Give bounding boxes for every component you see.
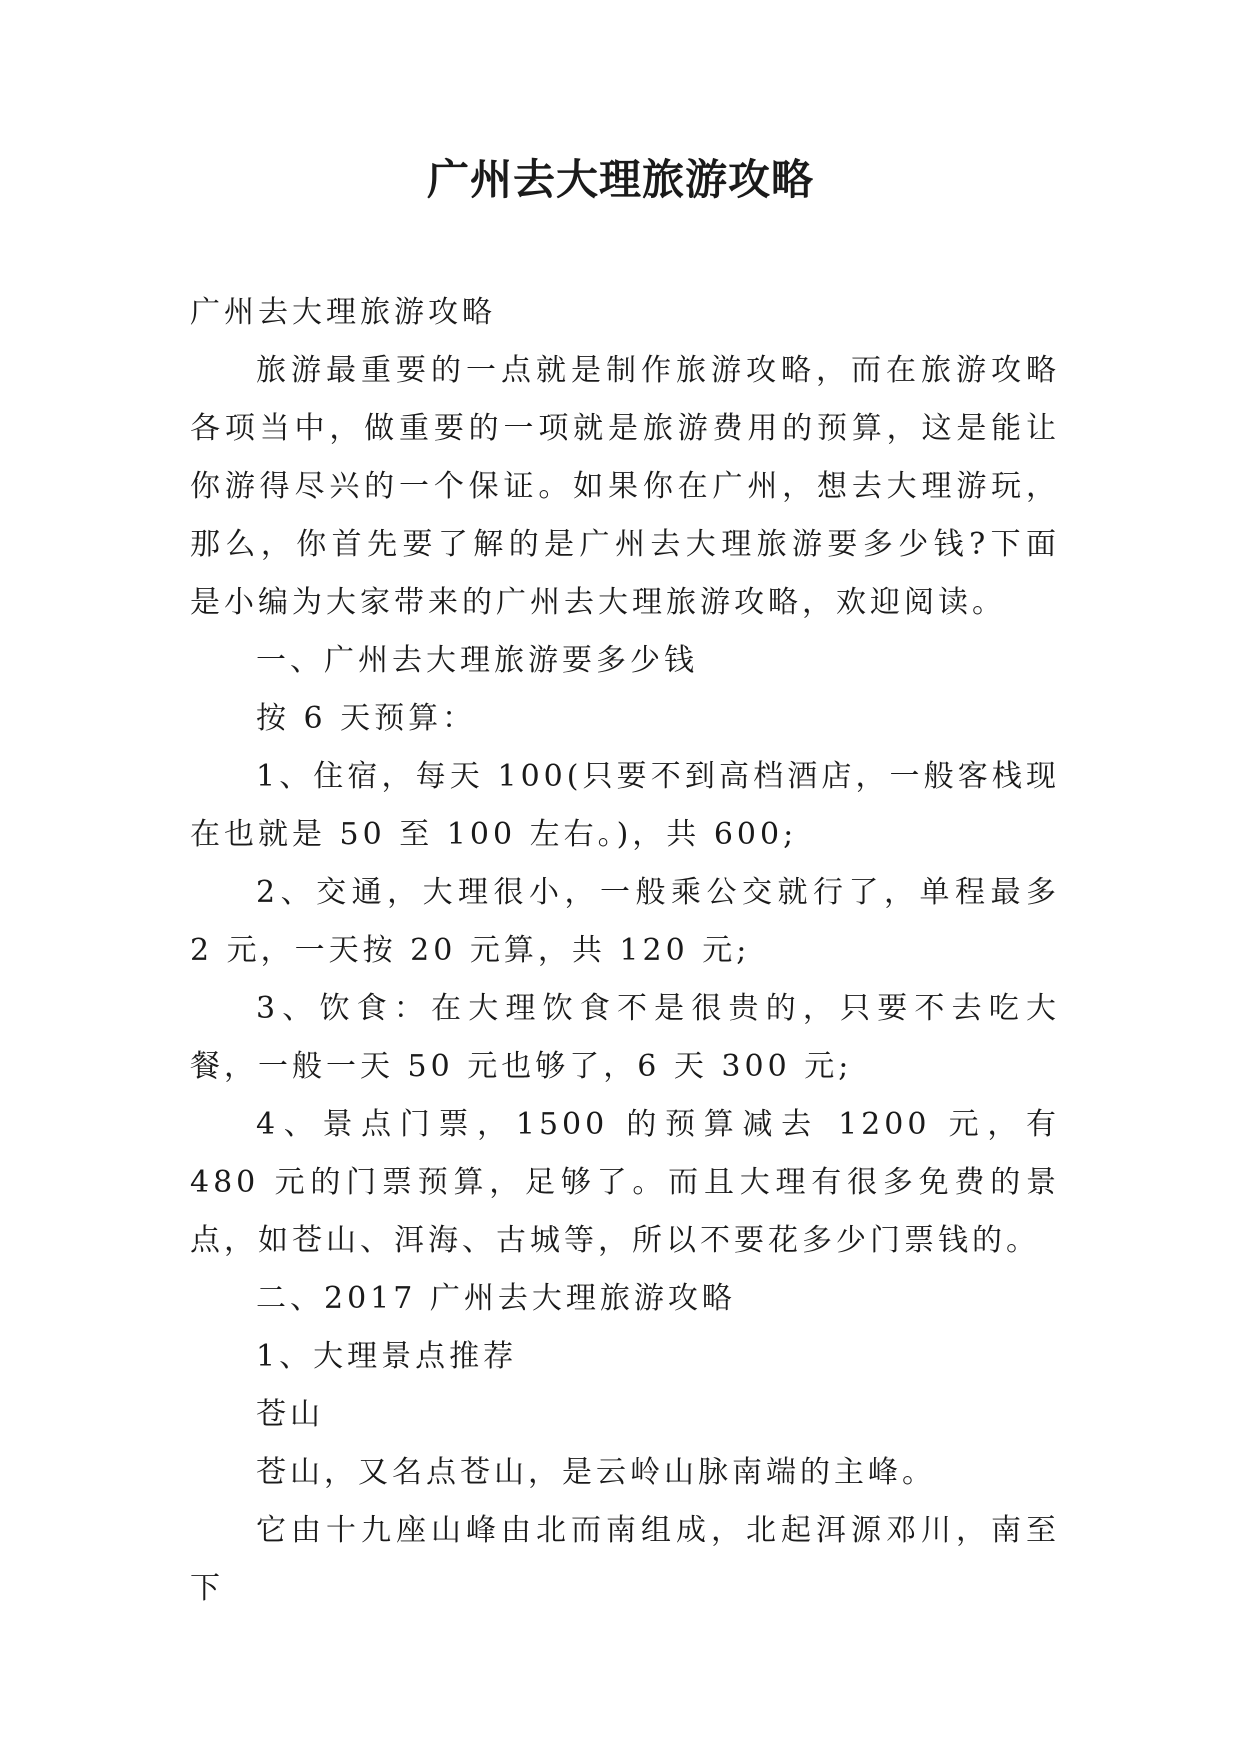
attraction-name: 苍山 [256,1397,324,1432]
subsection-heading-attractions: 1、大理景点推荐 [256,1339,518,1374]
paragraph-subtitle: 广州去大理旅游攻略 [190,295,496,330]
paragraph-intro: 旅游最重要的一点就是制作旅游攻略，而在旅游攻略各项当中，做重要的一项就是旅游费用的预算，这是能让你游得尽兴的一个保证。如果你在广州，想去大理游玩，那么，你首先要了解的是广州去大理旅游要多少钱?下面是小编为大家带来的广州去大理旅游攻略，欢迎阅读。 [190,353,1060,620]
paragraph-cangshan-detail: 它由十九座山峰由北而南组成，北起洱源邓川，南至下 [190,1513,1060,1606]
paragraph-cangshan-intro: 苍山，又名点苍山，是云岭山脉南端的主峰。 [256,1455,936,1490]
document-title: 广州去大理旅游攻略 [426,155,814,204]
paragraph-food: 3、饮食：在大理饮食不是很贵的，只要不去吃大餐，一般一天 50 元也够了，6 天 300 元; [190,991,1060,1084]
document-body [190,284,1060,1618]
paragraph-transport: 2、交通，大理很小，一般乘公交就行了，单程最多 2 元，一天按 20 元算，共 120 元; [190,875,1060,968]
section-heading-guide: 二、2017 广州去大理旅游攻略 [256,1281,736,1316]
paragraph-budget-days: 按 6 天预算： [256,701,477,736]
paragraph-lodging: 1、住宿，每天 100(只要不到高档酒店，一般客栈现在也就是 50 至 100 左右。)，共 600; [190,759,1060,852]
paragraph-tickets: 4、景点门票，1500 的预算减去 1200 元，有 480 元的门票预算，足够了。而且大理有很多免费的景点，如苍山、洱海、古城等，所以不要花多少门票钱的。 [190,1107,1060,1258]
section-heading-cost: 一、广州去大理旅游要多少钱 [256,643,698,678]
